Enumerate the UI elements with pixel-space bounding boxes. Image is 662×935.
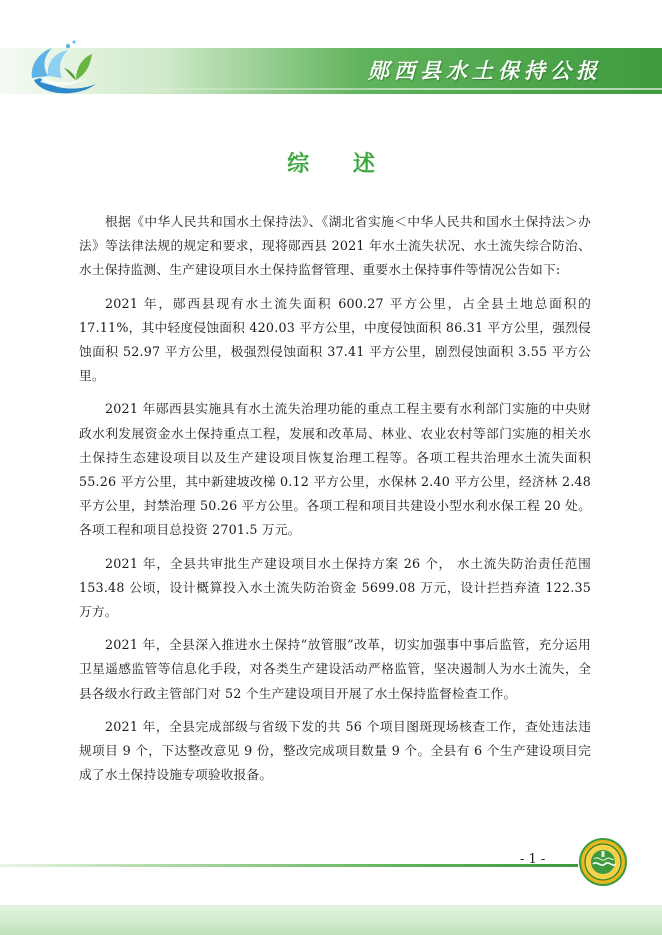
- paragraph-approved-plans: 2021 年，全县共审批生产建设项目水土保持方案 26 个， 水土流失防治责任范围 153.48 公顷，设计概算投入水土流失防治资金 5699.08 万元，设计拦挡弃渣 122.35 万方。: [79, 555, 591, 620]
- water-conservancy-emblem-icon: [578, 837, 628, 887]
- water-splash-leaf-icon: [26, 38, 106, 98]
- footer-band: [0, 905, 662, 935]
- footer-rule: [0, 864, 578, 867]
- paragraph-erosion-status: 2021 年，郧西县现有水土流失面积 600.27 平方公里，占全县土地总面积的 17.11%，其中轻度侵蚀面积 420.03 平方公里，中度侵蚀面积 86.31 平方公里，强烈侵蚀面积 52.97 平方公里，极强烈侵蚀面积 37.41 平方公里，剧烈侵蚀面积 3.55 平方公里。: [79, 295, 591, 384]
- paragraph-key-projects: 2021 年郧西县实施具有水土流失治理功能的重点工程主要有水利部门实施的中央财政水利发展资金水土保持重点工程，发展和改革局、林业、农业农村等部门实施的相关水土保持生态建设项目以及生产建设项目恢复治理工程等。各项工程共治理水土流失面积 55.26 平方公里，其中新建坡改梯 0.12 平方公里，水保林 2.40 平方公里，经济林 2.48 平方公里，封禁治理 50.26 平方公里。各项工程和项目共建设小型水利水保工程 20 处。各项工程和项目总投资 2701.5 万元。: [79, 401, 591, 538]
- body-text: [79, 210, 591, 796]
- section-heading: 综 述: [287, 152, 393, 177]
- paragraph-supervision: 2021 年，全县深入推进水土保持“放管服”改革，切实加强事中事后监管，充分运用卫星遥感监管等信息化手段，对各类生产建设活动严格监管，坚决遏制人为水土流失，全县各级水行政主管部门对 52 个生产建设项目开展了水土保持监督检查工作。: [79, 637, 591, 701]
- page-number: - 1 -: [520, 852, 546, 867]
- paragraph-verification: 2021 年，全县完成部级与省级下发的共 56 个项目图斑现场核查工作，查处违法违规项目 9 个，下达整改意见 9 份，整改完成项目数量 9 个。全县有 6 个生产建设项目完成了水土保持设施专项验收报备。: [79, 718, 591, 783]
- paragraph-intro: 根据《中华人民共和国水土保持法》、《湖北省实施＜中华人民共和国水土保持法＞办法》等法律法规的规定和要求，现将郧西县 2021 年水土流失状况、水土流失综合防治、水土保持监测、生产建设项目水土保持监督管理、重要水土保持事件等情况公告如下:: [79, 214, 591, 278]
- report-title: 郧西县水土保持公报: [368, 59, 602, 83]
